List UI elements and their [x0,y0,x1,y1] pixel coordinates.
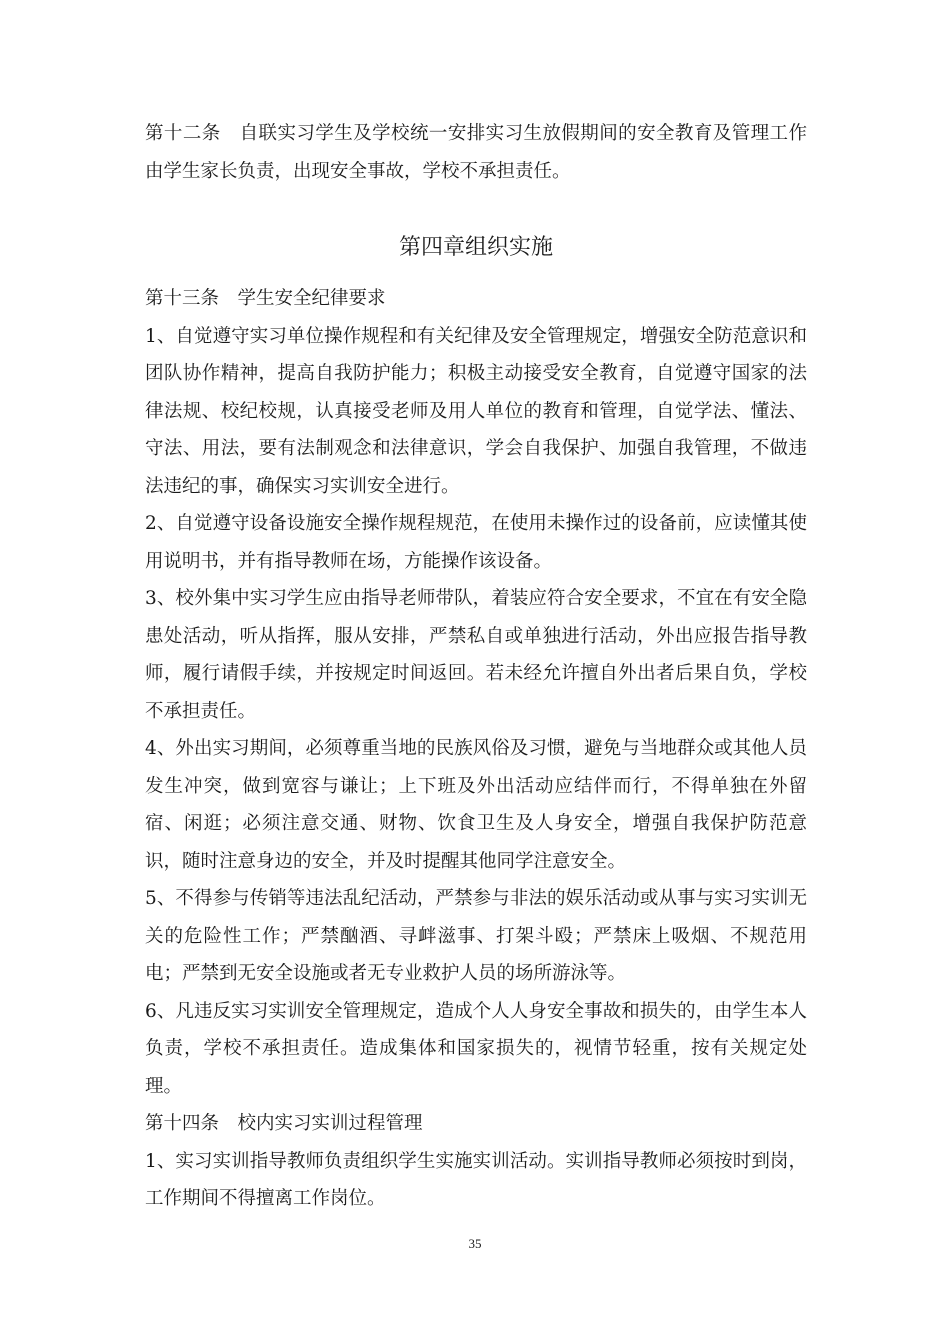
article-13-item-4: 4、外出实习期间，必须尊重当地的民族风俗及习惯，避免与当地群众或其他人员发生冲突，做到宽容与谦让；上下班及外出活动应结伴而行，不得单独在外留宿、闲逛；必须注意交通、财物、饮食卫生及人身安全，增强自我保护防范意识，随时注意身边的安全，并及时提醒其他同学注意安全。 [145,738,807,872]
article-12-paragraph: 第十二条 自联实习学生及学校统一安排实习生放假期间的安全教育及管理工作由学生家长负责，出现安全事故，学校不承担责任。 [145,123,807,182]
article-13-item-3: 3、校外集中实习学生应由指导老师带队，着装应符合安全要求，不宜在有安全隐患处活动，听从指挥，服从安排，严禁私自或单独进行活动，外出应报告指导教师，履行请假手续，并按规定时间返回。若未经允许擅自外出者后果自负，学校不承担责任。 [145,588,807,722]
chapter-title: 第四章组织实施 [398,235,553,260]
article-13-item-1: 1、自觉遵守实习单位操作规程和有关纪律及安全管理规定，增强安全防范意识和团队协作精神，提高自我防护能力；积极主动接受安全教育，自觉遵守国家的法律法规、校纪校规，认真接受老师及用人单位的教育和管理，自觉学法、懂法、守法、用法，要有法制观念和法律意识，学会自我保护、加强自我管理，不做违法违纪的事，确保实习实训安全进行。 [145,325,807,497]
page-number: 35 [468,1236,482,1251]
document-body [145,115,807,1218]
article-14-heading: 第十四条 校内实习实训过程管理 [145,1113,423,1134]
article-13-item-6: 6、凡违反实习实训安全管理规定，造成个人人身安全事故和损失的，由学生本人负责，学校不承担责任。造成集体和国家损失的，视情节轻重，按有关规定处理。 [145,1000,807,1097]
article-13-item-2: 2、自觉遵守设备设施安全操作规程规范，在使用未操作过的设备前，应读懂其使用说明书，并有指导教师在场，方能操作该设备。 [145,513,807,572]
article-14-item-1: 1、实习实训指导教师负责组织学生实施实训活动。实训指导教师必须按时到岗，工作期间不得擅离工作岗位。 [145,1150,807,1209]
article-13-item-5: 5、不得参与传销等违法乱纪活动，严禁参与非法的娱乐活动或从事与实习实训无关的危险性工作；严禁酗酒、寻衅滋事、打架斗殴；严禁床上吸烟、不规范用电；严禁到无安全设施或者无专业救护人员的场所游泳等。 [145,888,807,984]
article-13-heading: 第十三条 学生安全纪律要求 [145,288,386,309]
